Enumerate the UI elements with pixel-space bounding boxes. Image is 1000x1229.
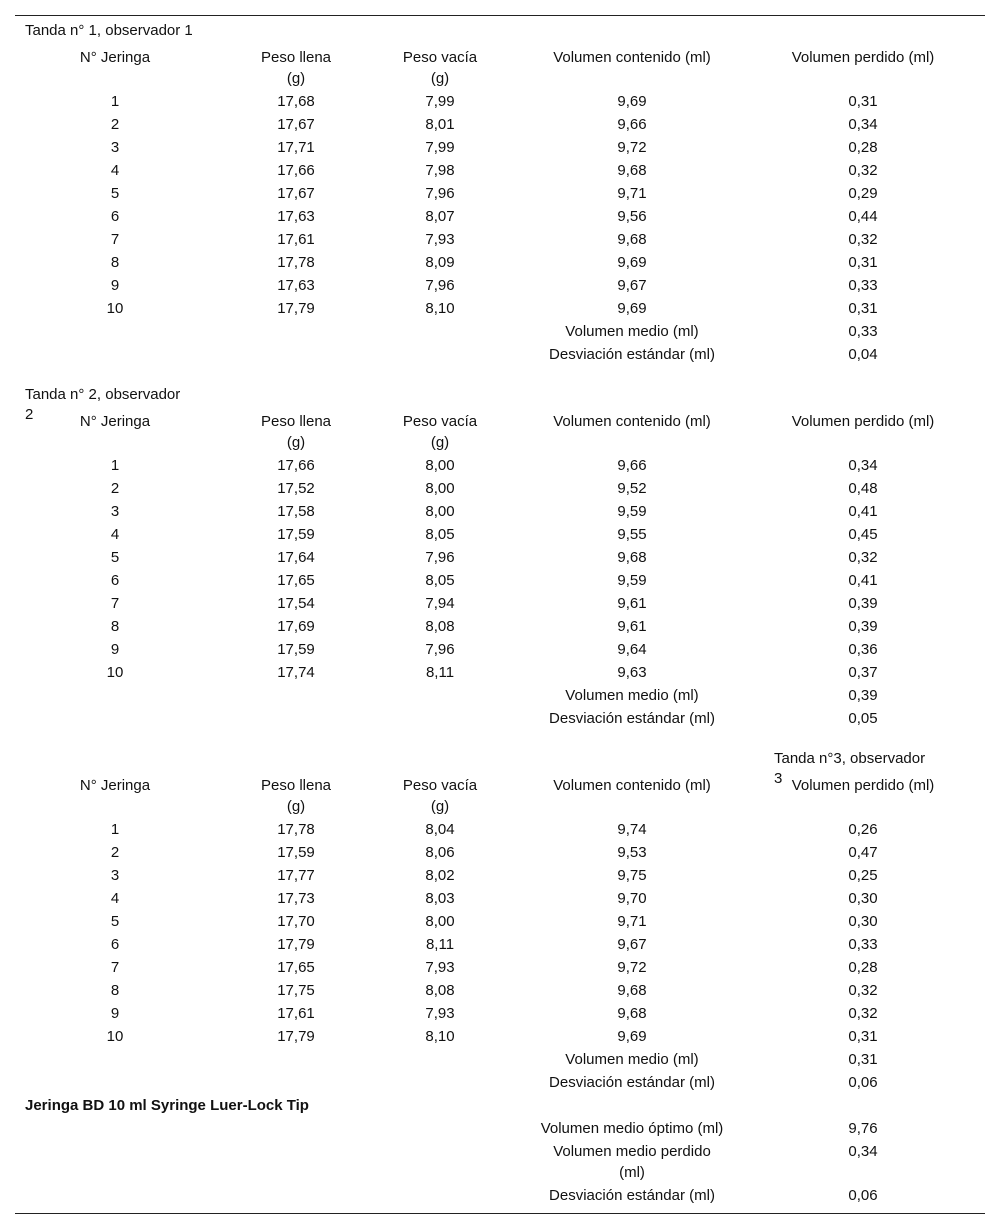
batch-title-line2: 3 (774, 770, 783, 787)
table-cell: 0,33 (848, 936, 878, 953)
table-cell: 0,30 (848, 913, 878, 930)
table-cell: 1 (110, 93, 120, 110)
summary-title: Jeringa BD 10 ml Syringe Luer-Lock Tip (25, 1097, 309, 1114)
column-header-jeringa: N° Jeringa (79, 777, 151, 794)
column-header-peso-vacia-unit: (g) (430, 798, 450, 815)
table-cell: 17,78 (277, 254, 315, 271)
column-header-jeringa: N° Jeringa (79, 49, 151, 66)
table-cell: 0,31 (848, 1028, 878, 1045)
table-cell: 7,96 (425, 185, 455, 202)
table-cell: 0,25 (848, 867, 878, 884)
table-cell: 0,36 (848, 641, 878, 658)
table-cell: 5 (110, 913, 120, 930)
column-header-peso-llena: Peso llena (260, 413, 332, 430)
table-cell: 7,99 (425, 93, 455, 110)
table-cell: 17,67 (277, 116, 315, 133)
table-cell: 8,02 (425, 867, 455, 884)
table-cell: 9,61 (617, 618, 647, 635)
table-cell: 9,68 (617, 1005, 647, 1022)
table-cell: 17,61 (277, 231, 315, 248)
table-cell: 3 (110, 867, 120, 884)
table-cell: 17,52 (277, 480, 315, 497)
table-cell: 0,32 (848, 162, 878, 179)
table-cell: 17,77 (277, 867, 315, 884)
table-cell: 9,59 (617, 503, 647, 520)
table-cell: 9,55 (617, 526, 647, 543)
table-cell: 8 (110, 982, 120, 999)
table-cell: 4 (110, 526, 120, 543)
mean-value: 0,33 (848, 323, 878, 340)
table-cell: 0,32 (848, 1005, 878, 1022)
sd-value: 0,06 (848, 1074, 878, 1091)
table-cell: 9,56 (617, 208, 647, 225)
table-cell: 7,93 (425, 1005, 455, 1022)
table-cell: 7,96 (425, 641, 455, 658)
table-cell: 17,66 (277, 457, 315, 474)
table-cell: 8,00 (425, 913, 455, 930)
column-header-volumen-perdido: Volumen perdido (ml) (791, 777, 935, 794)
mean-label: Volumen medio (ml) (565, 323, 699, 340)
column-header-jeringa: N° Jeringa (79, 413, 151, 430)
table-cell: 9,72 (617, 959, 647, 976)
table-cell: 0,32 (848, 231, 878, 248)
table-cell: 0,41 (848, 503, 878, 520)
table-cell: 0,37 (848, 664, 878, 681)
table-cell: 17,65 (277, 572, 315, 589)
table-cell: 2 (110, 480, 120, 497)
table-cell: 0,47 (848, 844, 878, 861)
table-cell: 9,66 (617, 116, 647, 133)
table-cell: 0,45 (848, 526, 878, 543)
table-cell: 6 (110, 572, 120, 589)
table-cell: 9,68 (617, 231, 647, 248)
table-cell: 0,32 (848, 549, 878, 566)
table-cell: 9,59 (617, 572, 647, 589)
summary-sd-value: 0,06 (848, 1187, 878, 1204)
table-cell: 8,05 (425, 572, 455, 589)
table-cell: 0,31 (848, 93, 878, 110)
column-header-peso-vacia: Peso vacía (402, 49, 478, 66)
table-cell: 9,63 (617, 664, 647, 681)
table-cell: 8,05 (425, 526, 455, 543)
table-cell: 17,66 (277, 162, 315, 179)
table-cell: 8,00 (425, 480, 455, 497)
table-cell: 17,73 (277, 890, 315, 907)
table-cell: 7 (110, 231, 120, 248)
batch-title: Tanda n° 1, observador 1 (25, 22, 193, 39)
table-cell: 17,54 (277, 595, 315, 612)
table-cell: 9 (110, 277, 120, 294)
table-cell: 9,67 (617, 277, 647, 294)
table-cell: 7 (110, 595, 120, 612)
batch-title: Tanda n° 2, observador (25, 386, 181, 403)
column-header-volumen-contenido: Volumen contenido (ml) (553, 49, 711, 66)
table-cell: 7,94 (425, 595, 455, 612)
column-header-volumen-contenido: Volumen contenido (ml) (553, 413, 711, 430)
sd-label: Desviación estándar (ml) (549, 346, 715, 363)
bottom-rule (15, 1213, 985, 1214)
table-cell: 9,72 (617, 139, 647, 156)
table-cell: 17,67 (277, 185, 315, 202)
table-cell: 9,71 (617, 185, 647, 202)
table-cell: 8,01 (425, 116, 455, 133)
table-cell: 0,28 (848, 139, 878, 156)
table-cell: 8,08 (425, 982, 455, 999)
table-cell: 0,33 (848, 277, 878, 294)
column-header-peso-vacia: Peso vacía (402, 777, 478, 794)
table-cell: 17,79 (277, 300, 315, 317)
summary-optimal-label: Volumen medio óptimo (ml) (540, 1120, 724, 1137)
table-cell: 2 (110, 844, 120, 861)
table-cell: 8,09 (425, 254, 455, 271)
table-cell: 9 (110, 641, 120, 658)
table-cell: 9,69 (617, 254, 647, 271)
table-cell: 5 (110, 549, 120, 566)
table-cell: 8,08 (425, 618, 455, 635)
table-cell: 0,26 (848, 821, 878, 838)
table-cell: 0,28 (848, 959, 878, 976)
table-cell: 7,96 (425, 549, 455, 566)
table-cell: 9,71 (617, 913, 647, 930)
mean-label: Volumen medio (ml) (565, 1051, 699, 1068)
batch-title: Tanda n°3, observador (774, 750, 926, 767)
table-cell: 5 (110, 185, 120, 202)
table-cell: 4 (110, 162, 120, 179)
table-cell: 0,44 (848, 208, 878, 225)
table-cell: 17,59 (277, 526, 315, 543)
table-cell: 8,00 (425, 457, 455, 474)
table-cell: 8,07 (425, 208, 455, 225)
table-cell: 8,11 (425, 664, 455, 681)
mean-value: 0,31 (848, 1051, 878, 1068)
table-cell: 0,30 (848, 890, 878, 907)
table-cell: 17,70 (277, 913, 315, 930)
column-header-peso-llena-unit: (g) (286, 798, 306, 815)
table-cell: 2 (110, 116, 120, 133)
table-cell: 7,96 (425, 277, 455, 294)
table-cell: 7 (110, 959, 120, 976)
column-header-volumen-perdido: Volumen perdido (ml) (791, 49, 935, 66)
table-cell: 0,48 (848, 480, 878, 497)
table-cell: 10 (106, 300, 124, 317)
table-cell: 0,41 (848, 572, 878, 589)
summary-lost-value: 0,34 (848, 1143, 878, 1160)
sd-label: Desviación estándar (ml) (549, 1074, 715, 1091)
column-header-volumen-perdido: Volumen perdido (ml) (791, 413, 935, 430)
sd-label: Desviación estándar (ml) (549, 710, 715, 727)
summary-lost-label-line1: Volumen medio perdido (553, 1143, 711, 1160)
table-cell: 17,63 (277, 208, 315, 225)
table-cell: 9,53 (617, 844, 647, 861)
table-cell: 17,78 (277, 821, 315, 838)
summary-lost-label-line2: (ml) (619, 1164, 645, 1181)
sd-value: 0,04 (848, 346, 878, 363)
table-cell: 9,69 (617, 1028, 647, 1045)
table-cell: 0,34 (848, 457, 878, 474)
table-cell: 8,06 (425, 844, 455, 861)
table-cell: 0,39 (848, 595, 878, 612)
table-cell: 17,79 (277, 936, 315, 953)
table-cell: 17,74 (277, 664, 315, 681)
column-header-peso-llena-unit: (g) (286, 70, 306, 87)
table-cell: 17,75 (277, 982, 315, 999)
top-rule (15, 15, 985, 16)
table-cell: 17,63 (277, 277, 315, 294)
mean-value: 0,39 (848, 687, 878, 704)
table-cell: 9,68 (617, 982, 647, 999)
table-cell: 9,75 (617, 867, 647, 884)
column-header-peso-vacia-unit: (g) (430, 70, 450, 87)
table-cell: 0,39 (848, 618, 878, 635)
sd-value: 0,05 (848, 710, 878, 727)
table-cell: 9,70 (617, 890, 647, 907)
table-cell: 17,59 (277, 844, 315, 861)
batch-title-line2: 2 (25, 406, 34, 423)
column-header-peso-vacia-unit: (g) (430, 434, 450, 451)
table-cell: 3 (110, 503, 120, 520)
table-cell: 8 (110, 618, 120, 635)
table-cell: 4 (110, 890, 120, 907)
table-cell: 7,99 (425, 139, 455, 156)
table-cell: 8,10 (425, 300, 455, 317)
table-cell: 9,74 (617, 821, 647, 838)
table-cell: 8,00 (425, 503, 455, 520)
table-cell: 9 (110, 1005, 120, 1022)
table-cell: 9,69 (617, 93, 647, 110)
table-cell: 8,04 (425, 821, 455, 838)
table-cell: 17,79 (277, 1028, 315, 1045)
table-cell: 0,31 (848, 300, 878, 317)
table-cell: 17,68 (277, 93, 315, 110)
table-cell: 0,32 (848, 982, 878, 999)
table-cell: 17,61 (277, 1005, 315, 1022)
table-cell: 1 (110, 457, 120, 474)
table-cell: 9,67 (617, 936, 647, 953)
column-header-peso-llena: Peso llena (260, 777, 332, 794)
column-header-peso-llena: Peso llena (260, 49, 332, 66)
table-cell: 8 (110, 254, 120, 271)
table-cell: 7,93 (425, 959, 455, 976)
table-cell: 6 (110, 936, 120, 953)
table-cell: 0,34 (848, 116, 878, 133)
column-header-peso-vacia: Peso vacía (402, 413, 478, 430)
table-cell: 9,68 (617, 162, 647, 179)
table-cell: 9,69 (617, 300, 647, 317)
table-cell: 9,52 (617, 480, 647, 497)
table-cell: 9,64 (617, 641, 647, 658)
table-cell: 1 (110, 821, 120, 838)
column-header-peso-llena-unit: (g) (286, 434, 306, 451)
table-cell: 9,61 (617, 595, 647, 612)
table-cell: 8,11 (425, 936, 455, 953)
table-cell: 8,03 (425, 890, 455, 907)
table-cell: 17,59 (277, 641, 315, 658)
table-cell: 17,64 (277, 549, 315, 566)
table-cell: 8,10 (425, 1028, 455, 1045)
table-cell: 17,58 (277, 503, 315, 520)
table-cell: 17,71 (277, 139, 315, 156)
table-cell: 3 (110, 139, 120, 156)
table-cell: 17,69 (277, 618, 315, 635)
column-header-volumen-contenido: Volumen contenido (ml) (553, 777, 711, 794)
table-cell: 9,68 (617, 549, 647, 566)
table-cell: 9,66 (617, 457, 647, 474)
table-cell: 10 (106, 664, 124, 681)
mean-label: Volumen medio (ml) (565, 687, 699, 704)
table-cell: 6 (110, 208, 120, 225)
table-cell: 7,98 (425, 162, 455, 179)
table-cell: 0,29 (848, 185, 878, 202)
table-cell: 7,93 (425, 231, 455, 248)
summary-sd-label: Desviación estándar (ml) (549, 1187, 715, 1204)
table-cell: 0,31 (848, 254, 878, 271)
summary-optimal-value: 9,76 (848, 1120, 878, 1137)
table-cell: 10 (106, 1028, 124, 1045)
table-cell: 17,65 (277, 959, 315, 976)
